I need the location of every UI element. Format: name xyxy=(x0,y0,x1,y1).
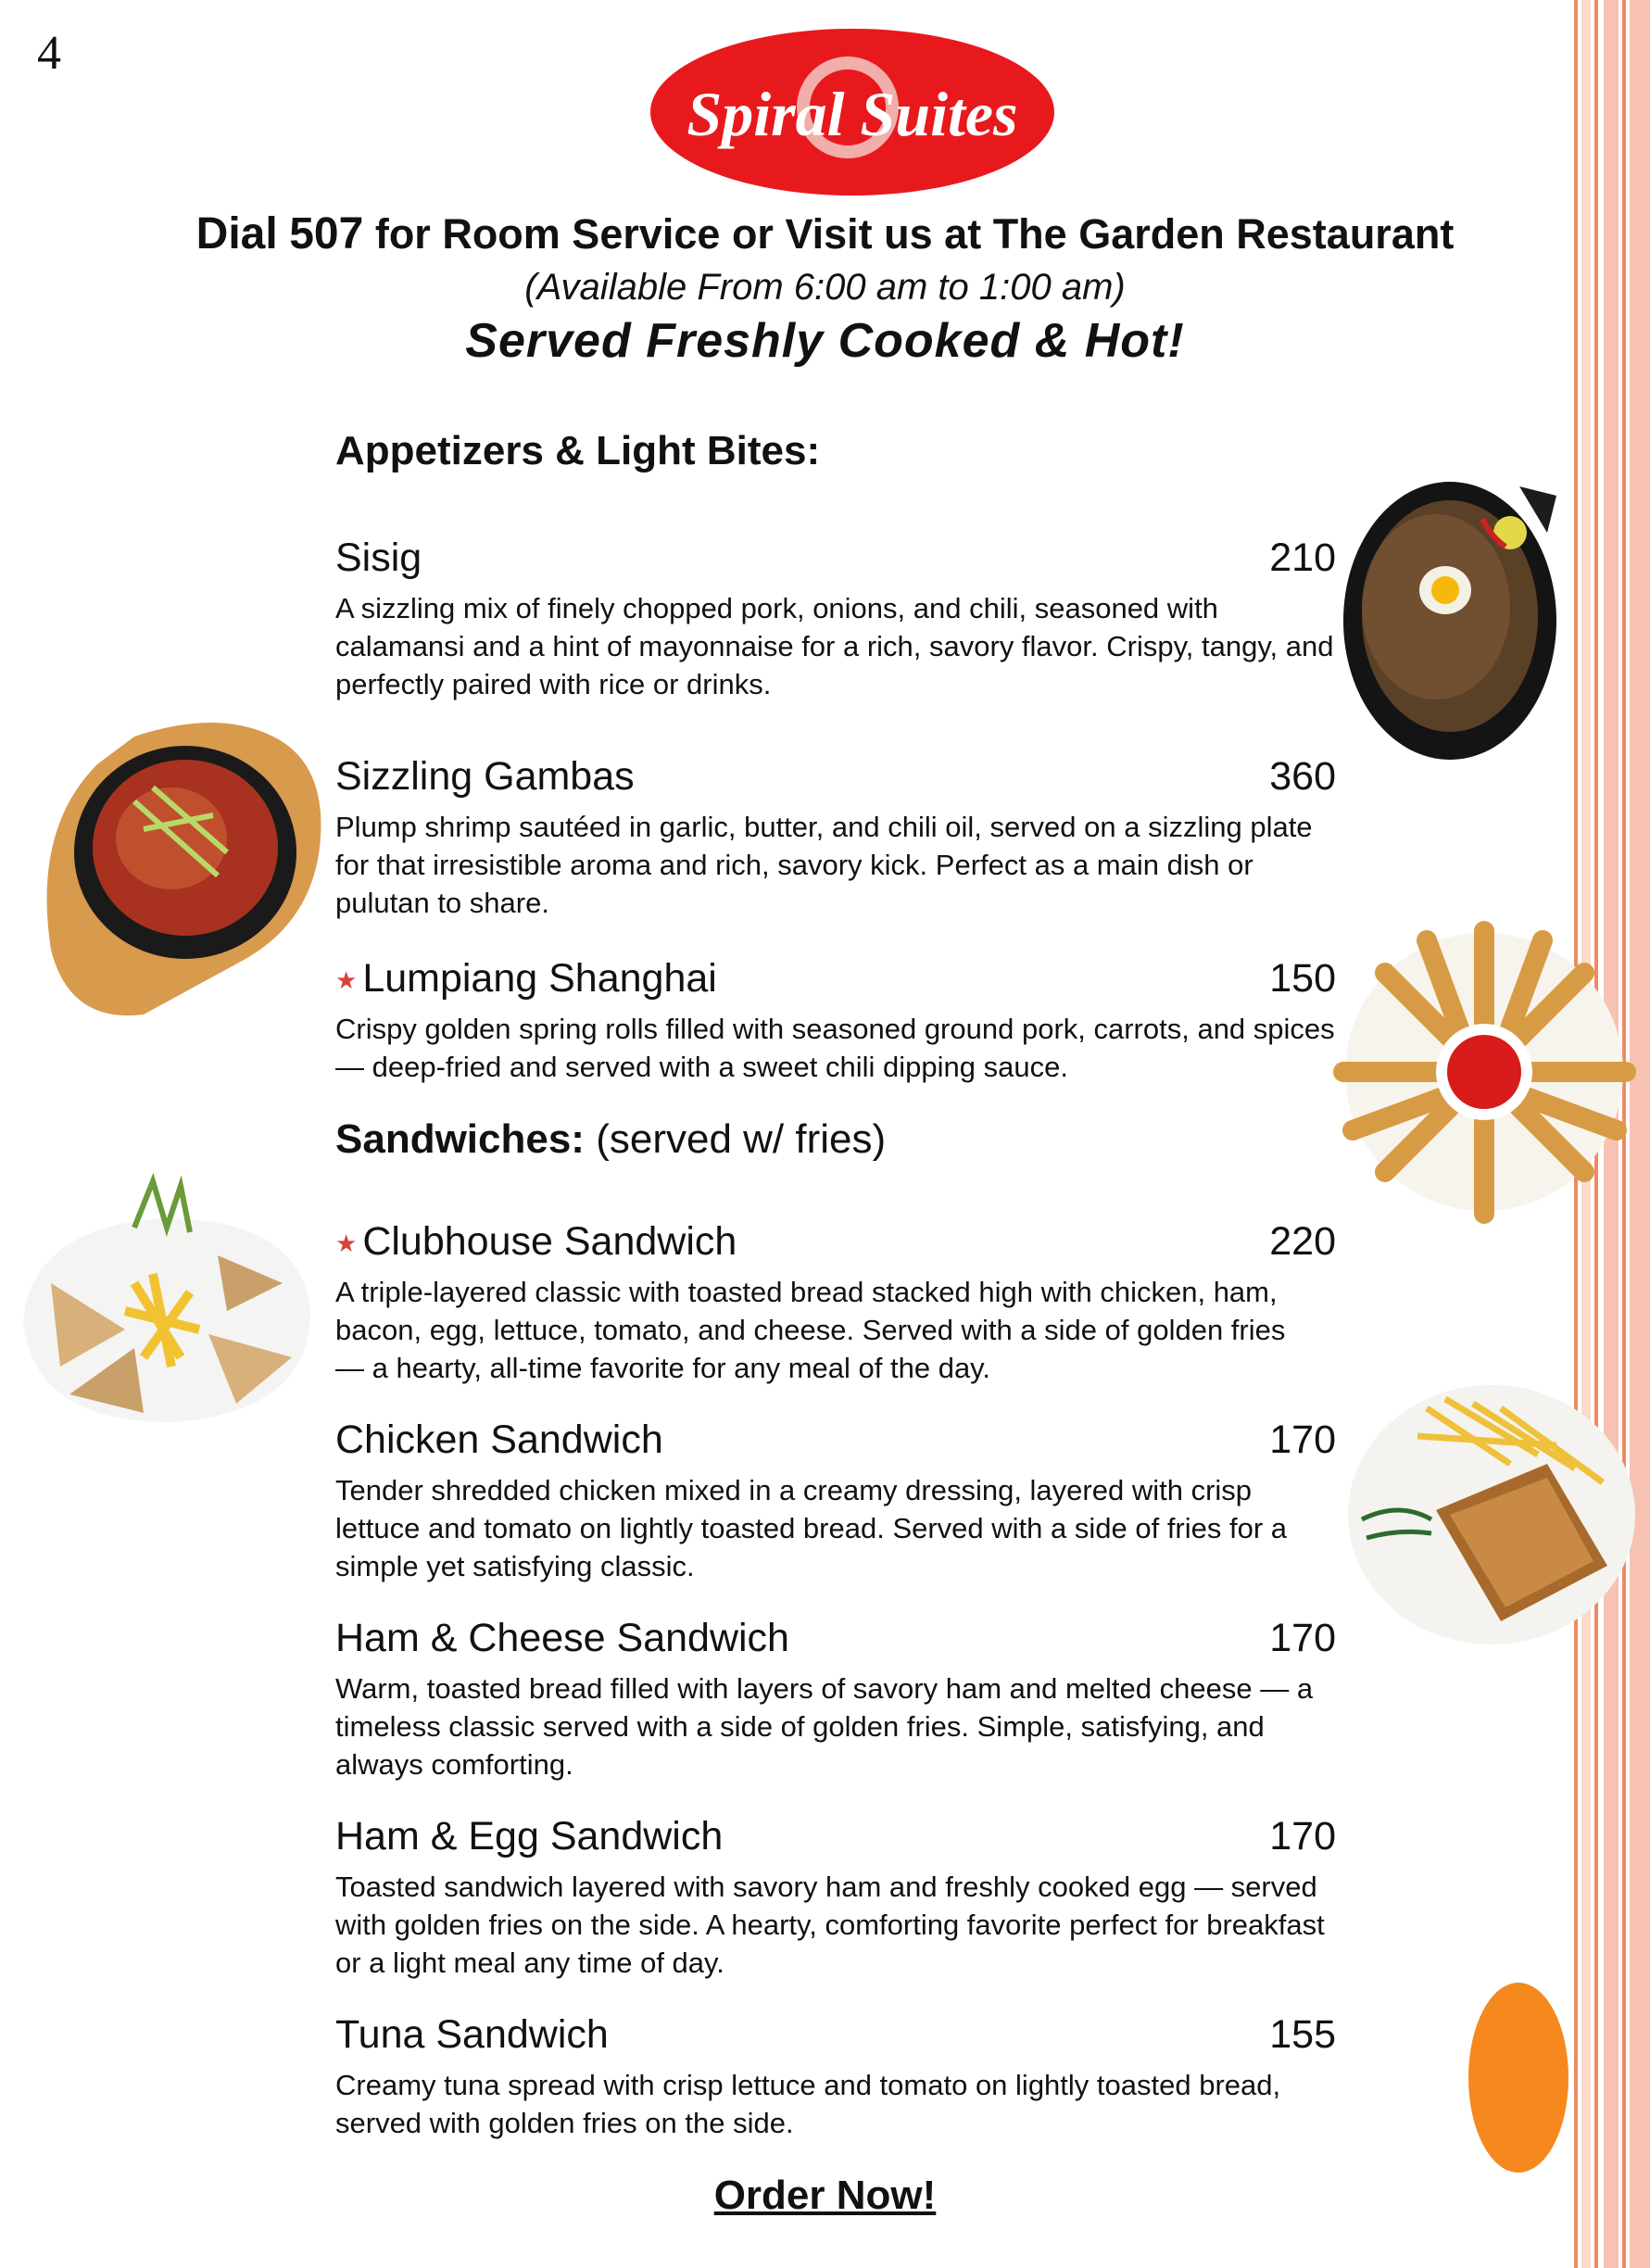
lumpia-photo xyxy=(1325,913,1644,1232)
item-name: Tuna Sandwich xyxy=(335,2012,609,2057)
section-title-appetizers: Appetizers & Light Bites: xyxy=(335,428,821,473)
tagline: Served Freshly Cooked & Hot! xyxy=(465,314,1185,368)
room-service-line xyxy=(0,208,1650,259)
page-number: 4 xyxy=(37,27,61,80)
item-description: Creamy tuna spread with crisp lettuce and tomato on lightly toasted bread, served with golden fries on the side. xyxy=(335,2069,1281,2139)
decorative-orange-oval xyxy=(1468,1983,1568,2173)
item-name xyxy=(335,956,717,1002)
sisig-photo xyxy=(1334,468,1575,774)
section-title-sandwiches xyxy=(335,1116,886,1163)
sandwiches-note: (served w/ fries) xyxy=(596,1116,887,1162)
item-name: Sisig xyxy=(335,536,422,580)
item-description: Warm, toasted bread filled with layers of savory ham and melted cheese — a timeless classic served with a side of golden fries. Simple, satisfying, and always comforting. xyxy=(335,1672,1314,1781)
logo-text: Spiral Suites xyxy=(686,79,1018,149)
order-now-link[interactable]: Order Now! xyxy=(713,2173,937,2218)
item-description: Toasted sandwich layered with savory ham and freshly cooked egg — served with golden fries on the side. A hearty, comforting favorite perfect for breakfast or a light meal any time of day. xyxy=(335,1871,1325,1979)
star-icon: ★ xyxy=(335,1229,358,1258)
item-description: Tender shredded chicken mixed in a creamy dressing, layered with crisp lettuce and tomato on lightly toasted bread. Served with a side of fries for a simple yet satisfying classic. xyxy=(335,1474,1288,1582)
item-description: A triple-layered classic with toasted bread stacked high with chicken, ham, bacon, egg, lettuce, tomato, and cheese. Served with a side of golden fries — a hearty, all-time favorite for any meal of the day. xyxy=(335,1276,1286,1384)
item-name-text: Clubhouse Sandwich xyxy=(362,1219,737,1264)
item-name: Ham & Egg Sandwich xyxy=(335,1814,724,1858)
item-price: 170 xyxy=(1269,1814,1336,1858)
room-service-text: for Room Service or Visit us at The Garden Restaurant xyxy=(374,210,1455,258)
dial-number: 507 xyxy=(289,209,364,258)
spiral-suites-logo xyxy=(649,26,1056,198)
item-name-text: Lumpiang Shanghai xyxy=(362,956,717,1001)
item-price: 155 xyxy=(1269,2012,1336,2057)
availability-hours: (Available From 6:00 am to 1:00 am) xyxy=(524,267,1126,308)
item-name: Chicken Sandwich xyxy=(335,1418,663,1462)
item-price: 210 xyxy=(1269,536,1336,580)
item-description: Crispy golden spring rolls filled with seasoned ground pork, carrots, and spices — deep-fried and served with a sweet chili dipping sauce. xyxy=(335,1013,1335,1083)
item-price: 360 xyxy=(1269,754,1336,799)
item-description: A sizzling mix of finely chopped pork, onions, and chili, seasoned with calamansi and a hint of mayonnaise for a rich, savory flavor. Crispy, tangy, and perfectly paired with rice or drinks. xyxy=(335,592,1334,700)
item-price: 220 xyxy=(1269,1219,1336,1264)
item-name: Sizzling Gambas xyxy=(335,754,635,799)
item-name xyxy=(335,1219,737,1265)
star-icon: ★ xyxy=(335,966,358,995)
item-price: 170 xyxy=(1269,1418,1336,1462)
item-description: Plump shrimp sautéed in garlic, butter, and chili oil, served on a sizzling plate for that irresistible aroma and rich, savory kick. Perfect as a main dish or pulutan to share. xyxy=(335,811,1313,919)
item-price: 150 xyxy=(1269,956,1336,1001)
clubhouse-sandwich-photo xyxy=(14,1172,320,1431)
item-name: Ham & Cheese Sandwich xyxy=(335,1616,789,1660)
item-price: 170 xyxy=(1269,1616,1336,1660)
chicken-sandwich-photo xyxy=(1343,1380,1640,1649)
sandwiches-title: Sandwiches: xyxy=(335,1116,585,1162)
dial-prefix: Dial xyxy=(195,209,278,258)
gambas-photo xyxy=(32,699,329,1024)
